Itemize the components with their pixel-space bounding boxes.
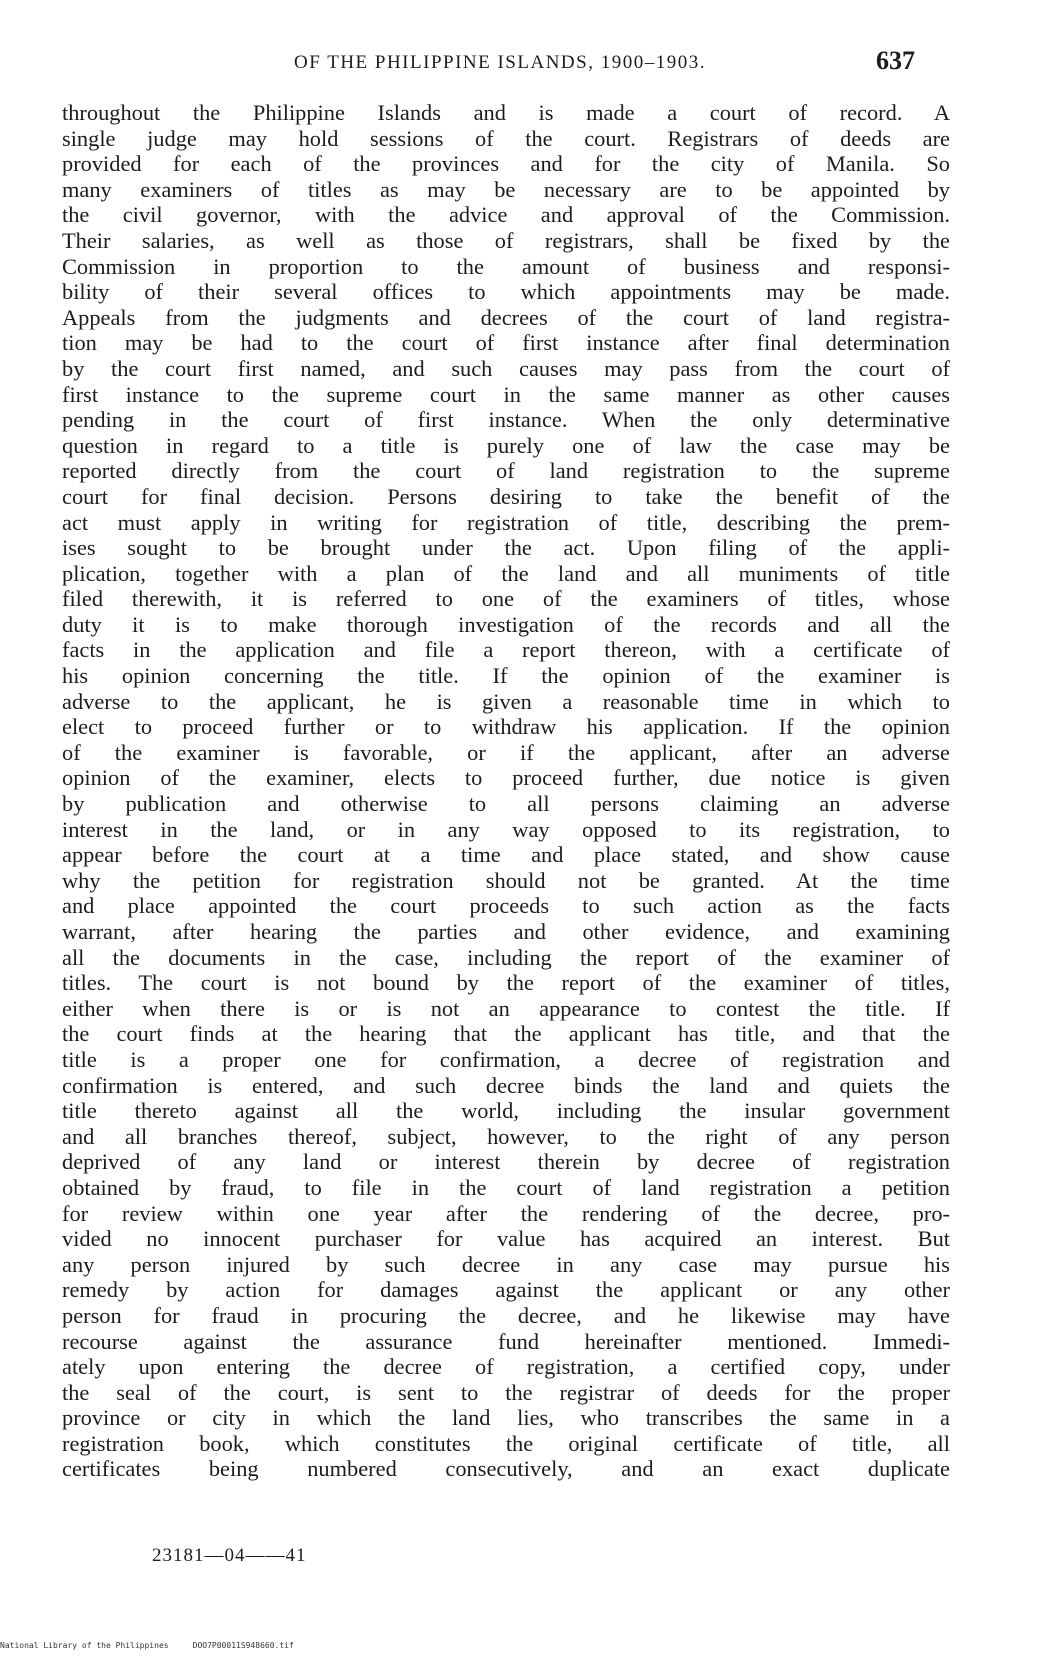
text-line: the seal of the court, is sent to the registrar of deeds for the proper — [62, 1379, 950, 1405]
text-line: reported directly from the court of land registration to the supreme — [62, 458, 950, 484]
text-line: throughout the Philippine Islands and is made a court of record. A — [62, 100, 950, 125]
text-line: interest in the land, or in any way opposed to its registration, to — [62, 816, 950, 842]
text-line: pending in the court of first instance. When the only determinative — [62, 407, 950, 433]
text-line: his opinion concerning the title. If the opinion of the examiner is — [62, 663, 950, 689]
text-line: Their salaries, as well as those of registrars, shall be fixed by the — [62, 227, 950, 253]
text-line: Appeals from the judgments and decrees of the court of land registra- — [62, 304, 950, 330]
text-line: any person injured by such decree in any case may pursue his — [62, 1251, 950, 1277]
text-line: facts in the application and file a report thereon, with a certificate of — [62, 637, 950, 663]
text-line: duty it is to make thorough investigation of the records and all the — [62, 611, 950, 637]
text-line: and all branches thereof, subject, however, to the right of any person — [62, 1123, 950, 1149]
text-line: the court finds at the hearing that the applicant has title, and that the — [62, 1021, 950, 1047]
text-line: first instance to the supreme court in the same manner as other causes — [62, 381, 950, 407]
text-line: by the court first named, and such causes may pass from the court of — [62, 355, 950, 381]
text-line: why the petition for registration should not be granted. At the time — [62, 867, 950, 893]
text-line: plication, together with a plan of the land and all muniments of title — [62, 560, 950, 586]
text-line: elect to proceed further or to withdraw his application. If the opinion — [62, 714, 950, 740]
text-line: deprived of any land or interest therein by decree of registration — [62, 1149, 950, 1175]
text-line: question in regard to a title is purely one of law the case may be — [62, 432, 950, 458]
text-line: for review within one year after the rendering of the decree, pro- — [62, 1200, 950, 1226]
text-line: the civil governor, with the advice and approval of the Commission. — [62, 202, 950, 228]
signature-mark: 23181—04——41 — [152, 1545, 307, 1566]
text-line: adverse to the applicant, he is given a reasonable time in which to — [62, 688, 950, 714]
text-line: Commission in proportion to the amount of business and responsi- — [62, 253, 950, 279]
text-line: ises sought to be brought under the act. Upon filing of the appli- — [62, 535, 950, 561]
text-line: either when there is or is not an appearance to contest the title. If — [62, 995, 950, 1021]
text-line: single judge may hold sessions of the court. Registrars of deeds are — [62, 125, 950, 151]
text-line: many examiners of titles as may be necessary are to be appointed by — [62, 176, 950, 202]
text-line: tion may be had to the court of first instance after final determination — [62, 330, 950, 356]
text-line: bility of their several offices to which appointments may be made. — [62, 279, 950, 305]
text-line: registration book, which constitutes the original certificate of title, all — [62, 1430, 950, 1456]
page-number: 637 — [876, 46, 915, 75]
text-line: opinion of the examiner, elects to proceed further, due notice is given — [62, 765, 950, 791]
body-text — [62, 100, 950, 1482]
text-line: obtained by fraud, to file in the court of land registration a petition — [62, 1174, 950, 1200]
text-line: confirmation is entered, and such decree binds the land and quiets the — [62, 1072, 950, 1098]
text-line: all the documents in the case, including the report of the examiner of — [62, 944, 950, 970]
text-line: person for fraud in procuring the decree, and he likewise may have — [62, 1302, 950, 1328]
text-line: by publication and otherwise to all persons claiming an adverse — [62, 791, 950, 817]
scan-stamp: National Library of the Philippines DOO7P00011S948660.tif — [0, 1641, 294, 1650]
text-line: court for final decision. Persons desiring to take the benefit of the — [62, 483, 950, 509]
text-line: warrant, after hearing the parties and other evidence, and examining — [62, 919, 950, 944]
text-line: recourse against the assurance fund hereinafter mentioned. Immedi- — [62, 1328, 950, 1354]
text-line: provided for each of the provinces and for the city of Manila. So — [62, 151, 950, 177]
text-line: remedy by action for damages against the applicant or any other — [62, 1277, 950, 1303]
text-line: vided no innocent purchaser for value has acquired an interest. But — [62, 1226, 950, 1252]
running-head: OF THE PHILIPPINE ISLANDS, 1900–1903. — [294, 52, 706, 73]
text-line: of the examiner is favorable, or if the applicant, after an adverse — [62, 739, 950, 765]
text-line: titles. The court is not bound by the report of the examiner of titles, — [62, 970, 950, 996]
text-line: title is a proper one for confirmation, a decree of registration and — [62, 1046, 950, 1072]
text-line: certificates being numbered consecutively, and an exact duplicate — [62, 1456, 950, 1482]
text-line: appear before the court at a time and place stated, and show cause — [62, 842, 950, 868]
text-line: province or city in which the land lies, who transcribes the same in a — [62, 1405, 950, 1431]
text-line: ately upon entering the decree of registration, a certified copy, under — [62, 1354, 950, 1380]
text-line: act must apply in writing for registration of title, describing the prem- — [62, 509, 950, 535]
text-line: filed therewith, it is referred to one of the examiners of titles, whose — [62, 586, 950, 612]
text-line: and place appointed the court proceeds to such action as the facts — [62, 893, 950, 919]
text-line: title thereto against all the world, including the insular government — [62, 1098, 950, 1124]
